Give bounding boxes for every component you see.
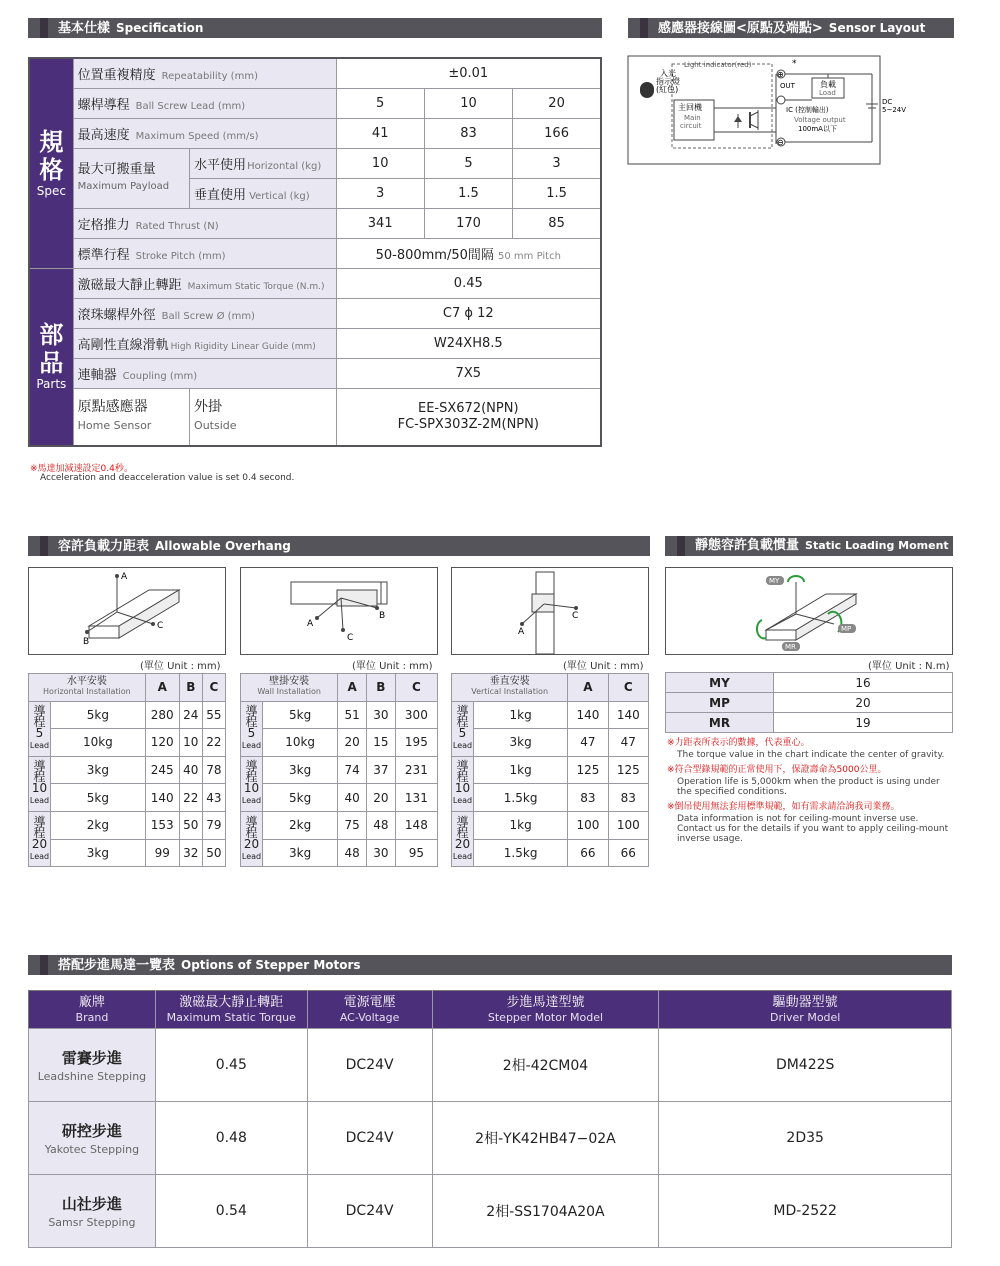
svg-text:Load: Load (819, 89, 836, 97)
spec-table (28, 57, 602, 447)
row-screw-label: 滾珠螺桿外徑 Ball Screw Ø (mm) (73, 298, 336, 328)
moment-note2-zh: ※符合型錄規範的正常使用下，保證壽命為5000公里。 (667, 765, 887, 775)
table-row: 山社步進 Samsr Stepping 0.54 DC24V 2相-SS1704A20A MD-2522 (29, 1175, 952, 1248)
row-guide-value: W24XH8.5 (336, 328, 601, 358)
svg-text:⊖: ⊖ (777, 138, 784, 147)
col-torque: 激磁最大靜止轉距 Maximum Static Torque (155, 991, 307, 1029)
row-stroke-label: 標準行程 Stroke Pitch (mm) (73, 238, 336, 268)
svg-text:⊕: ⊕ (777, 70, 784, 79)
payload-vertical-label: 垂直使用 Vertical (kg) (190, 178, 337, 208)
svg-text:C: C (572, 611, 579, 621)
svg-text:5~24V: 5~24V (882, 106, 906, 114)
row-repeatability-label: 位置重複精度 Repeatability (mm) (73, 58, 336, 88)
row-torque-label: 激磁最大靜止轉距 Maximum Static Torque (N.m.) (73, 268, 336, 298)
overhang-wall-table: 壁掛安裝 Wall Installation A B C 導程 5 Lead 5kg 51 30 300 10kg 20 15 195 導程 10 Lead 3kg 74 37 231 5kg 40 20 131 導程 20 Lead 2kg 75 48 148 3kg 48 30 95 (240, 673, 438, 867)
row-payload-label: 最大可搬重量 Maximum Payload (73, 148, 189, 208)
wall-unit: (單位 Unit : mm) (352, 661, 433, 672)
thrust-value: 341 (336, 208, 424, 238)
svg-text:主回機: 主回機 (678, 103, 702, 112)
svg-text:B: B (379, 611, 386, 621)
svg-text:Voltage output: Voltage output (794, 116, 846, 124)
overhang-horizontal-table: 水平安裝 Horizontal Installation A B C 導程 5 Lead 5kg 280 24 55 10kg 120 10 22 導程 10 Lead 3kg 245 40 78 5kg 140 22 43 導程 20 Lead 2kg 153 50 79 3kg 99 32 50 (28, 673, 226, 867)
row-guide-label: 高剛性直線滑軌 High Rigidity Linear Guide (mm) (73, 328, 336, 358)
speed-value: 166 (513, 118, 601, 148)
moment-table: MY 16 MP 20 MR 19 (665, 672, 953, 733)
speed-value: 41 (336, 118, 424, 148)
svg-text:C: C (157, 621, 164, 631)
spec-header-zh: 基本仕樣 (58, 21, 111, 36)
moment-note2-en: Operation life is 5,000km when the product is using under the specified conditions. (677, 777, 940, 797)
spec-header-en: Specification (116, 21, 204, 35)
svg-text:Main: Main (684, 114, 701, 122)
row-sensor-sub: 外掛 Outside (190, 388, 337, 446)
moment-unit: (單位 Unit : N.m) (868, 661, 950, 672)
motors-section-header: 搭配步進馬達一覽表 Options of Stepper Motors (28, 955, 952, 975)
lead-value: 5 (336, 88, 424, 118)
horizontal-unit: (單位 Unit : mm) (140, 661, 221, 672)
row-thrust-label: 定格推力 Rated Thrust (N) (73, 208, 336, 238)
moment-note1-en: The torque value in the chart indicate the center of gravity. (677, 750, 945, 760)
svg-text:*: * (792, 59, 797, 69)
horizontal-diagram (28, 567, 226, 655)
table-row: 研控步進 Yakotec Stepping 0.48 DC24V 2相-YK42HB47−02A 2D35 (29, 1102, 952, 1175)
svg-text:入光: 入光 (660, 69, 676, 78)
payload-h-value: 5 (424, 148, 512, 178)
moment-note3-en: Data information is not for ceiling-mount inverse use. Contact us for the details if you want to apply ceiling-mount inverse usage. (677, 814, 949, 844)
moment-note3-zh: ※倒吊使用無法套用標準規範，如有需求請洽詢我司業務。 (667, 802, 900, 812)
col-motor: 步進馬達型號 Stepper Motor Model (432, 991, 659, 1029)
payload-h-value: 3 (513, 148, 601, 178)
moment-note1-zh: ※力距表所表示的數據，代表重心。 (667, 738, 810, 748)
payload-v-value: 1.5 (424, 178, 512, 208)
svg-text:A: A (121, 572, 128, 582)
overhang-vertical-table: 垂直安裝 Vertical Installation A C 導程 5 Lead 1kg 140 140 3kg 47 47 導程 10 Lead 1kg 125 125 1.5kg 83 83 導程 20 Lead 1kg 100 100 1.5kg 66 66 (451, 673, 649, 867)
svg-text:A: A (307, 619, 314, 629)
svg-text:100mA以下: 100mA以下 (798, 125, 837, 133)
row-coupling-value: 7X5 (336, 358, 601, 388)
row-lead-label: 螺桿導程 Ball Screw Lead (mm) (73, 88, 336, 118)
payload-h-value: 10 (336, 148, 424, 178)
svg-text:B: B (83, 637, 90, 647)
svg-text:OUT: OUT (780, 82, 795, 90)
sensor-wiring-diagram (626, 54, 906, 168)
row-repeatability-value: ±0.01 (336, 58, 601, 88)
lead-value: 20 (513, 88, 601, 118)
payload-v-value: 1.5 (513, 178, 601, 208)
row-torque-value: 0.45 (336, 268, 601, 298)
svg-text:circuit: circuit (680, 122, 702, 130)
payload-v-value: 3 (336, 178, 424, 208)
overhang-section-header: 容許負載力距表 Allowable Overhang (28, 536, 650, 556)
svg-text:DC: DC (882, 98, 893, 106)
parts-group-label: 部 品 Parts (29, 268, 73, 446)
wall-diagram (240, 567, 438, 655)
spec-group-label: 規 格 Spec (29, 58, 73, 268)
moment-diagram (665, 567, 953, 655)
row-stroke-value: 50-800mm/50間隔 50 mm Pitch (336, 238, 601, 268)
row-speed-label: 最高速度 Maximum Speed (mm/s) (73, 118, 336, 148)
indicator-lamp-icon (640, 82, 654, 98)
svg-text:MP: MP (841, 625, 852, 633)
svg-text:指示燈: 指示燈 (656, 77, 680, 86)
col-driver: 驅動器型號 Driver Model (659, 991, 952, 1029)
svg-text:C: C (347, 633, 354, 643)
thrust-value: 85 (513, 208, 601, 238)
col-voltage: 電源電壓 AC-Voltage (307, 991, 432, 1029)
spec-note-zh: ※馬達加減速設定0.4秒。 (30, 464, 133, 474)
svg-text:MR: MR (785, 643, 796, 651)
row-sensor-value: EE-SX672(NPN) FC-SPX303Z-2M(NPN) (336, 388, 601, 446)
spec-note-en: Acceleration and deacceleration value is set 0.4 second. (40, 473, 295, 483)
payload-horizontal-label: 水平使用Horizontal (kg) (190, 148, 337, 178)
row-sensor-label: 原點感應器 Home Sensor (73, 388, 189, 446)
vertical-diagram (451, 567, 649, 655)
svg-text:(紅色): (紅色) (656, 85, 679, 94)
svg-text:負載: 負載 (820, 80, 836, 89)
svg-text:IC (控制輸出): IC (控制輸出) (786, 106, 829, 114)
thrust-value: 170 (424, 208, 512, 238)
spec-section-header (28, 18, 602, 38)
lead-value: 10 (424, 88, 512, 118)
svg-text:MY: MY (769, 577, 780, 585)
table-row: 雷賽步進 Leadshine Stepping 0.45 DC24V 2相-42CM04 DM422S (29, 1029, 952, 1102)
col-brand: 廠牌 Brand (29, 991, 156, 1029)
moment-section-header: 靜態容許負載慣量 Static Loading Moment (665, 536, 953, 556)
svg-text:A: A (518, 627, 525, 637)
row-coupling-label: 連軸器 Coupling (mm) (73, 358, 336, 388)
light-indicator-en: Light indicator(red) (684, 61, 752, 69)
row-screw-value: C7 ϕ 12 (336, 298, 601, 328)
sensor-section-header: 感應器接線圖<原點及端點> Sensor Layout (628, 18, 954, 38)
vertical-unit: (單位 Unit : mm) (563, 661, 644, 672)
motors-table (28, 990, 952, 1248)
speed-value: 83 (424, 118, 512, 148)
